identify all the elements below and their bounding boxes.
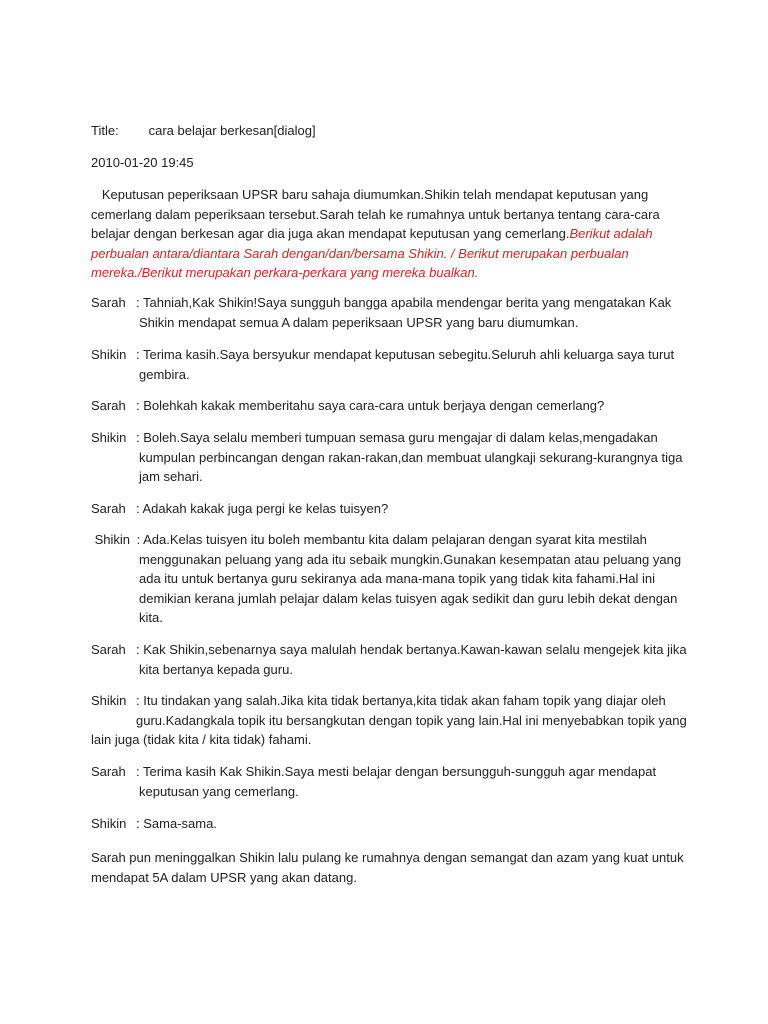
intro-line: belajar dengan berkesan agar dia juga akan mendapat keputusan yang cemerlang.Berikut adalah — [91, 226, 653, 241]
dialog-line: : Adakah kakak juga pergi ke kelas tuisyen? — [136, 501, 389, 516]
dialog-entry — [91, 530, 691, 628]
speaker-name: Shikin — [91, 816, 127, 831]
closing-line: mendapat 5A dalam UPSR yang akan datang. — [91, 869, 357, 885]
intro-paragraph — [91, 185, 691, 283]
dialog-line: : Itu tindakan yang salah.Jika kita tidak bertanya,kita tidak akan faham topik yang diajar oleh — [136, 693, 666, 708]
title-value: cara belajar berkesan[dialog] — [148, 123, 316, 138]
intro-line: cemerlang dalam peperiksaan tersebut.Sarah telah ke rumahnya untuk bertanya tentang cara-cara — [91, 206, 660, 222]
dialog-entry — [91, 293, 691, 332]
dialog-entry — [91, 428, 691, 487]
speaker-name: Shikin — [91, 430, 127, 445]
speaker-name: Shikin — [91, 693, 127, 708]
dialog-line: : Tahniah,Kak Shikin!Saya sungguh bangga apabila mendengar berita yang mengatakan Kak — [136, 295, 672, 310]
title-row — [91, 123, 316, 139]
dialog-line: : Sama-sama. — [136, 816, 217, 831]
dialog-line: kita. — [139, 610, 163, 625]
dialog-entry — [91, 345, 691, 384]
dialog-line: : Bolehkah kakak memberitahu saya cara-cara untuk berjaya dengan cemerlang? — [136, 398, 605, 413]
speaker-name: Sarah — [91, 295, 126, 310]
dialog-line: : Boleh.Saya selalu memberi tumpuan semasa guru mengajar di dalam kelas,mengadakan — [136, 430, 658, 445]
date-stamp: 2010-01-20 19:45 — [91, 155, 194, 170]
dialog-line: ada itu untuk bertanya guru sekiranya ada mana-mana topik yang tidak kita fahami.Hal ini — [139, 571, 655, 586]
dialog-entry — [91, 691, 691, 750]
closing-paragraph — [91, 848, 711, 887]
dialog-entry — [91, 640, 691, 679]
dialog-line: jam sehari. — [139, 469, 203, 484]
speaker-name: Sarah — [91, 642, 126, 657]
dialog-line: : Terima kasih Kak Shikin.Saya mesti belajar dengan bersungguh-sungguh agar mendapat — [136, 764, 657, 779]
intro-line: Keputusan peperiksaan UPSR baru sahaja diumumkan.Shikin telah mendapat keputusan yang — [101, 187, 649, 202]
dialog-entry — [91, 499, 691, 519]
dialog-line: keputusan yang cemerlang. — [139, 783, 299, 799]
dialog-line: : Terima kasih.Saya bersyukur mendapat keputusan sebegitu.Seluruh ahli keluarga saya turut — [136, 347, 675, 362]
dialog-entry — [91, 396, 691, 416]
speaker-name: Shikin — [94, 532, 131, 547]
speaker-name: Sarah — [91, 501, 126, 516]
dialog-line: demikian kerana jumlah pelajar dalam kelas tuisyen agak sedikit dan guru lebih dekat dengan — [139, 590, 678, 606]
dialog-line: lain juga (tidak kita / kita tidak) fahami. — [91, 732, 312, 747]
speaker-name: Sarah — [91, 398, 126, 413]
dialog-line: : Kak Shikin,sebenarnya saya malulah hendak bertanya.Kawan-kawan selalu mengejek kita jika — [136, 642, 687, 657]
dialog-line: Shikin mendapat semua A dalam peperiksaan UPSR yang baru diumumkan. — [139, 314, 579, 330]
dialog-entry — [91, 762, 691, 801]
closing-line: Sarah pun meninggalkan Shikin lalu pulang ke rumahnya dengan semangat dan azam yang kuat untuk — [91, 850, 684, 865]
dialog-line: kita bertanya kepada guru. — [139, 661, 293, 677]
title-label: Title: — [91, 123, 119, 138]
speaker-name: Shikin — [91, 347, 127, 362]
red-note: perbualan antara/diantara Sarah dengan/dan/bersama Shikin. / Berikut merupakan perbualan — [91, 245, 629, 261]
dialog-line: : Ada.Kelas tuisyen itu boleh membantu kita dalam pelajaran dengan syarat kita mestilah — [136, 532, 647, 547]
red-note: mereka./Berikut merupakan perkara-perkara yang mereka bualkan. — [91, 265, 479, 280]
dialog-line: guru.Kadangkala topik itu bersangkutan dengan topik yang lain.Hal ini menyebabkan topik yang — [136, 712, 687, 728]
dialog-line: kumpulan perbincangan dengan rakan-rakan,dan membuat ulangkaji sekurang-kurangnya tiga — [139, 449, 683, 465]
dialog-line: menggunakan peluang yang ada itu sebaik mungkin.Gunakan kesempatan atau peluang yang — [139, 551, 682, 567]
red-note: Berikut adalah — [569, 226, 653, 241]
speaker-name: Sarah — [91, 764, 126, 779]
dialog-entry — [91, 814, 691, 834]
dialog-line: gembira. — [139, 366, 190, 382]
